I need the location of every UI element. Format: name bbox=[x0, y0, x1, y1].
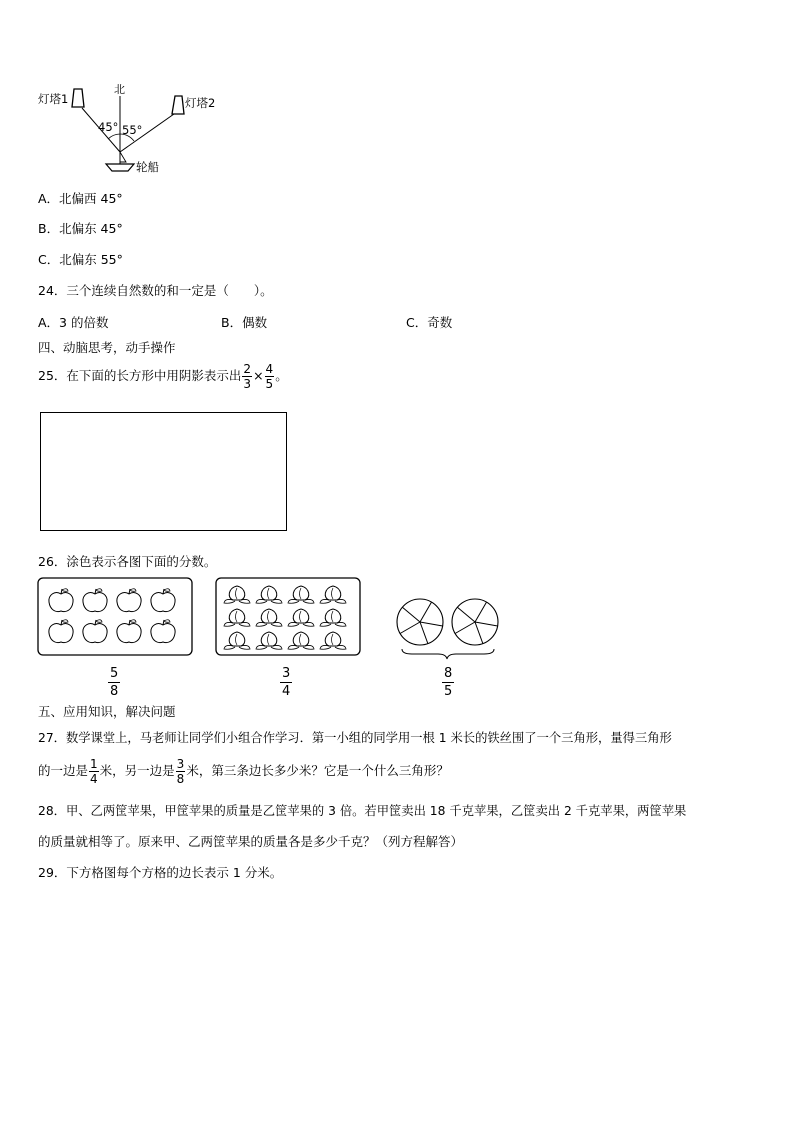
q26-fraction-2: $\frac{3}{4}$ bbox=[282, 666, 291, 699]
q24-option-c: C．奇数 bbox=[406, 315, 453, 330]
peach-icon bbox=[224, 609, 250, 626]
ship-icon bbox=[106, 164, 134, 171]
peach-icon bbox=[288, 609, 314, 626]
q27-line1: 27．数学课堂上，马老师让同学们小组合作学习．第一小组的同学用一根 1 米长的铁丝围了一个三角形，量得三角形 bbox=[38, 731, 672, 745]
q25-times: × bbox=[253, 368, 264, 383]
q25-stem bbox=[38, 357, 288, 395]
q27-text-b: 米，另一边是 bbox=[99, 763, 175, 778]
apple-icon bbox=[49, 589, 73, 612]
q24-option-b: B．偶数 bbox=[221, 315, 268, 330]
q25-fraction-1: $\frac{2}{3}$ bbox=[243, 362, 252, 391]
apple-box bbox=[37, 577, 193, 657]
peach-icon bbox=[320, 609, 346, 626]
lighthouse1-icon bbox=[72, 89, 84, 107]
q27-fraction-2: $\frac{3}{8}$ bbox=[176, 757, 185, 786]
q25-rectangle bbox=[40, 412, 287, 531]
peach-box bbox=[215, 577, 361, 657]
peach-icon bbox=[256, 609, 282, 626]
apple-icon bbox=[117, 620, 141, 643]
q23-option-b: B．北偏东 45° bbox=[38, 221, 123, 236]
lighthouse2-icon bbox=[172, 96, 184, 114]
circle-icon bbox=[452, 599, 498, 645]
q24-option-a: A．3 的倍数 bbox=[38, 315, 109, 330]
q28-line2: 的质量就相等了。原来甲、乙两筐苹果的质量各是多少千克？（列方程解答） bbox=[38, 834, 464, 849]
q26-fraction-1: $\frac{5}{8}$ bbox=[110, 666, 119, 699]
peach-icon bbox=[320, 586, 346, 603]
section4-heading: 四、动脑思考，动手操作 bbox=[38, 340, 176, 355]
q26-stem: 26．涂色表示各图下面的分数。 bbox=[38, 554, 217, 569]
q24-stem: 24．三个连续自然数的和一定是（ ）。 bbox=[38, 283, 273, 298]
peach-icon bbox=[224, 632, 250, 649]
apple-icon bbox=[83, 589, 107, 612]
north-label: 北 bbox=[114, 83, 125, 96]
q25-prefix: 25．在下面的长方形中用阴影表示出 bbox=[38, 368, 242, 383]
apple-icon bbox=[83, 620, 107, 643]
lighthouse2-label: 灯塔2 bbox=[185, 96, 216, 110]
section5-heading: 五、应用知识，解决问题 bbox=[38, 704, 176, 719]
peach-icon bbox=[320, 632, 346, 649]
ship-label: 轮船 bbox=[136, 160, 159, 174]
angle-left-label: 45° bbox=[98, 120, 119, 134]
angle-right-label: 55° bbox=[122, 123, 143, 137]
circles-figure bbox=[392, 594, 502, 660]
apple-icon bbox=[151, 620, 175, 643]
peach-icon bbox=[256, 632, 282, 649]
q23-option-a: A．北偏西 45° bbox=[38, 191, 123, 206]
q26-fraction-3: $\frac{8}{5}$ bbox=[444, 666, 453, 699]
lighthouse1-label: 灯塔1 bbox=[38, 92, 69, 106]
q27-text-a: 的一边是 bbox=[38, 763, 89, 778]
peach-icon bbox=[256, 586, 282, 603]
q27-text-c: 米，第三条边长多少米？它是一个什么三角形？ bbox=[186, 763, 449, 778]
peach-icon bbox=[288, 632, 314, 649]
peach-icon bbox=[224, 586, 250, 603]
q27-line2 bbox=[38, 752, 449, 790]
apple-icon bbox=[117, 589, 141, 612]
q28-line1: 28．甲、乙两筐苹果，甲筐苹果的质量是乙筐苹果的 3 倍。若甲筐卖出 18 千克苹果，乙筐卖出 2 千克苹果，两筐苹果 bbox=[38, 804, 687, 818]
peach-icon bbox=[288, 586, 314, 603]
q25-fraction-2: $\frac{4}{5}$ bbox=[265, 362, 274, 391]
apple-icon bbox=[151, 589, 175, 612]
apple-icon bbox=[49, 620, 73, 643]
q25-suffix: 。 bbox=[275, 368, 288, 383]
q27-fraction-1: $\frac{1}{4}$ bbox=[90, 757, 98, 786]
circle-icon bbox=[397, 599, 443, 645]
q23-option-c: C．北偏东 55° bbox=[38, 252, 123, 267]
q29-stem: 29．下方格图每个方格的边长表示 1 分米。 bbox=[38, 865, 283, 880]
